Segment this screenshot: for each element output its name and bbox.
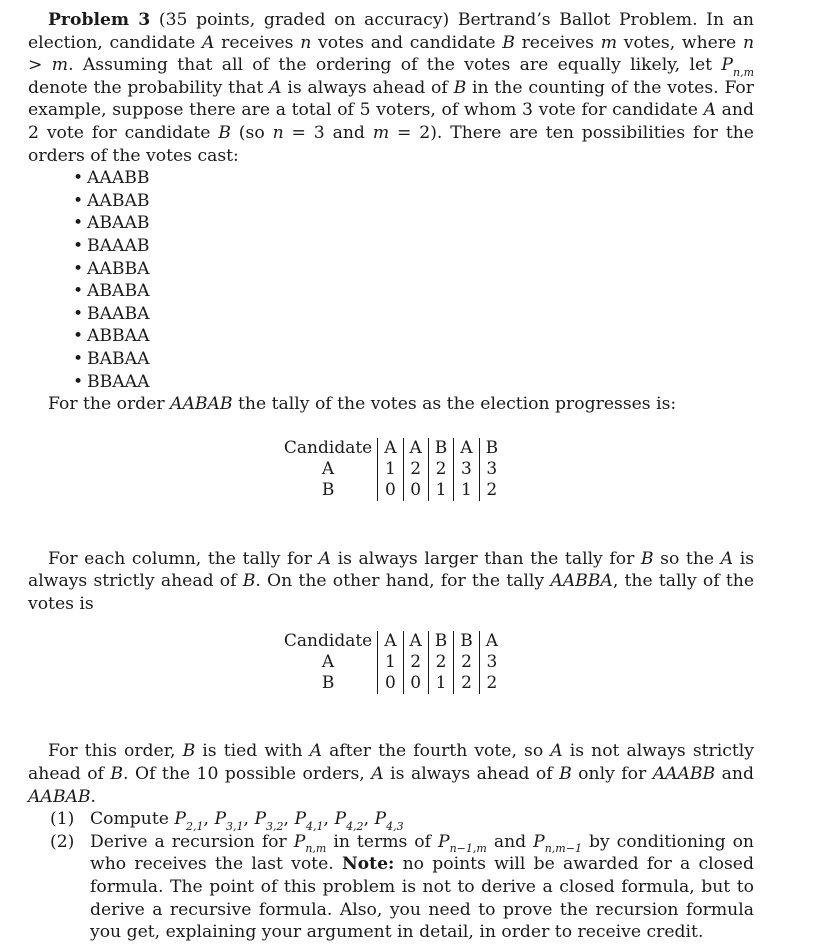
list-item: • AABBA [74,258,754,281]
table-row: B 0 0 1 2 2 [278,673,504,694]
list-item: • AABAB [74,190,754,213]
list-item: • BAAAB [74,235,754,258]
question-parts [28,808,754,944]
question-part-2: (2) Derive a recursion for $P_{n,m}$ in terms of $P_{n-1,m}$ and $P_{n,m-1}$ by conditioning on who receives the last vote. Note: no points will be awarded for a closed formula. The point of this problem is not to derive a closed formula, but to derive a recursive formula. Also, you need to prove the recursion formula you get, explaining your argument in detail, in order to receive credit. [50,831,755,943]
list-item: • ABABA [74,280,754,303]
table-row: Candidate A A B B A [278,631,504,652]
list-item: • ABAAB [74,212,754,235]
question-part-1: (1) Compute $P_{2,1}$, $P_{3,1}$, $P_{3,2}$, $P_{4,1}$, $P_{4,2}$, $P_{4,3}$ [50,809,404,833]
table-row: A 1 2 2 2 3 [278,652,504,673]
tally-table-1 [278,438,504,501]
problem-statement: Problem 3 (35 points, graded on accuracy) Bertrand’s Ballot Problem. In an election, candidate A receives n votes and candidate B receives m votes, where n > m. Assuming that all of the ordering of the votes are equally likely, let $P_{n,m}$ denote the probability that A is always ahead of B in the counting of the votes. For example, suppose there are a total of 5 voters, of whom 3 vote for candidate A and 2 vote for candidate B (so n = 3 and m = 2). There are ten possibilities for the orders of the votes cast: [28,10,755,166]
tally-table-2 [278,631,504,694]
list-item: • ABBAA [74,325,754,348]
tally-intro: For the order AABAB the tally of the votes as the election progresses is: [48,394,677,415]
explanation-paragraph: For each column, the tally for A is always larger than the tally for B so the A is always strictly ahead of B. On the other hand, for the tally AABBA, the tally of the votes is [28,548,755,614]
list-item: • AAABB [74,167,754,190]
problem-label: Problem 3 [48,10,151,30]
table-row: A 1 2 2 3 3 [278,459,504,480]
list-item: • BAABA [74,303,754,326]
list-item: • BABAA [74,348,754,371]
table-row: Candidate A A B A B [278,438,504,459]
table-row: B 0 0 1 1 2 [278,480,504,501]
order-list [28,167,754,393]
list-item: • BBAAA [74,371,754,394]
conclusion-paragraph: For this order, B is tied with A after the fourth vote, so A is not always strictly ahead of B. Of the 10 possible orders, A is always ahead of B only for AAABB and AABAB. [28,741,755,807]
